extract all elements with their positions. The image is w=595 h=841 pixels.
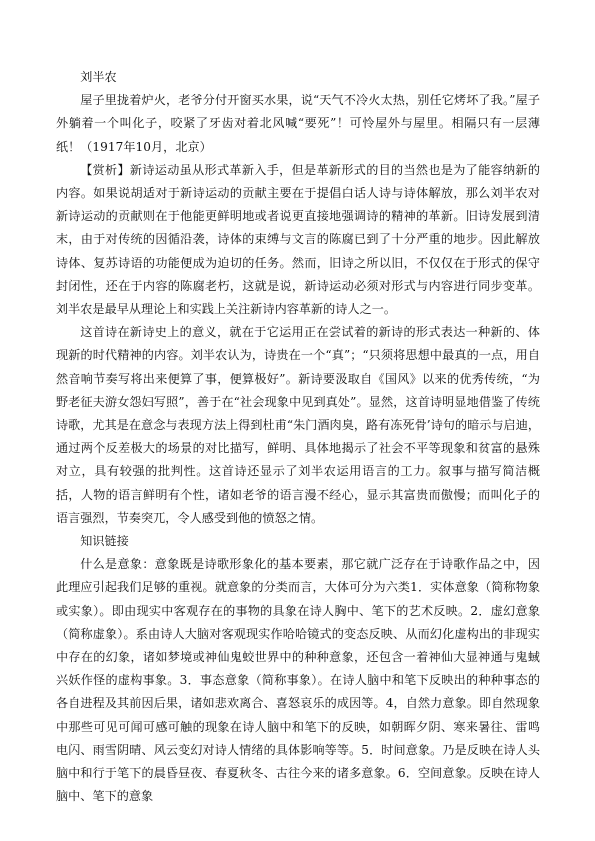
document-page [56, 66, 540, 809]
section-heading-knowledge-link: 知识链接 [80, 534, 129, 549]
imagery-paragraph: 什么是意象：意象既是诗歌形象化的基本要素，那它就广泛存在于诗歌作品之中，因此理应引起我们足够的重视。就意象的分类而言，大体可分为六类1．实体意象（简称物象或实象）。即由现实中客观存在的事物的具象在诗人胸中、笔下的艺术反映。2．虚幻意象（简称虚象）。系由诗人大脑对客观现实作哈哈镜式的变态反映、从而幻化虚构出的非现实中存在的幻象，诸如梦境或神仙鬼蛟世界中的种种意象，还包含一着神仙大显神通与鬼蜮兴妖作怪的虚构事象。3．事态意象（简称事象）。在诗人脑中和笔下反映出的种种事态的各自进程及其前因后果，诸如悲欢离合、喜怒哀乐的成因等。4，自然力意象。即自然现象中那些可见可闻可感可触的现象在诗人脑中和笔下的反映，如朝晖夕阴、寒来暑往、雷鸣电闪、雨雪阴晴、风云变幻对诗人情绪的具体影响等等。5．时间意象。乃是反映在诗人头脑中和行于笔下的晨昏昼夜、春夏秋冬、古往今来的诸多意象。6．空间意象。反映在诗人脑中、笔下的意象 [56, 557, 540, 804]
poem-text: 屋子里拢着炉火，老爷分付开窗买水果，说“天气不冷火太热，别任它烤坏了我。”屋子外躺着一个叫化子，咬紧了牙齿对着北风喊“要死”！可怜屋外与屋里。相隔只有一层薄纸！（1917年10月，北京） [56, 93, 540, 154]
significance-paragraph: 这首诗在新诗史上的意义，就在于它运用正在尝试着的新诗的形式表达一种新的、体现新的时代精神的内容。刘半农认为，诗贵在一个“真”；“只须将思想中最真的一点，用自然音响节奏写将出来便算了事，便算极好”。新诗要汲取自《国风》以来的优秀传统，“为野老征夫游女怨妇写照”，善于在“社会现象中见到真处”。显然，这首诗明显地借鉴了传统诗歌，尤其是在意念与表现方法上得到杜甫“朱门酒肉臭，路有冻死骨’诗句的暗示与启迪，通过两个反差极大的场景的对比描写，鲜明、具体地揭示了社会不平等现象和贫富的悬殊对立，具有较强的批判性。这首诗还显示了刘半农运用语言的工力。叙事与描写简洁概括，人物的语言鲜明有个性，诸如老爷的语言漫不经心，显示其富贵而傲慢；而叫化子的语言强烈，节奏突兀，令人感受到他的愤怒之情。 [56, 325, 540, 525]
poem-author: 刘半农 [80, 70, 117, 84]
appreciation-paragraph: 【赏析】新诗运动虽从形式革新入手，但是革新形式的目的当然也是为了能容纳新的内容。如果说胡适对于新诗运动的贡献主要在于提倡白话人诗与诗体解放，那么刘半农对新诗运动的贡献则在于他能更鲜明地或者说更直接地强调诗的精神的革新。旧诗发展到清末，由于对传统的因循沿袭，诗体的束缚与文言的陈腐已到了十分严重的地步。因此解放诗体、复苏诗语的功能便成为迫切的任务。然而，旧诗之所以旧，不仅仅在于形式的保守封闭性，还在于内容的陈腐老朽，这就是说，新诗运动必须对形式与内容进行同步变革。刘半农是最早从理论上和实践上关注新诗内容革新的诗人之一。 [56, 162, 540, 317]
